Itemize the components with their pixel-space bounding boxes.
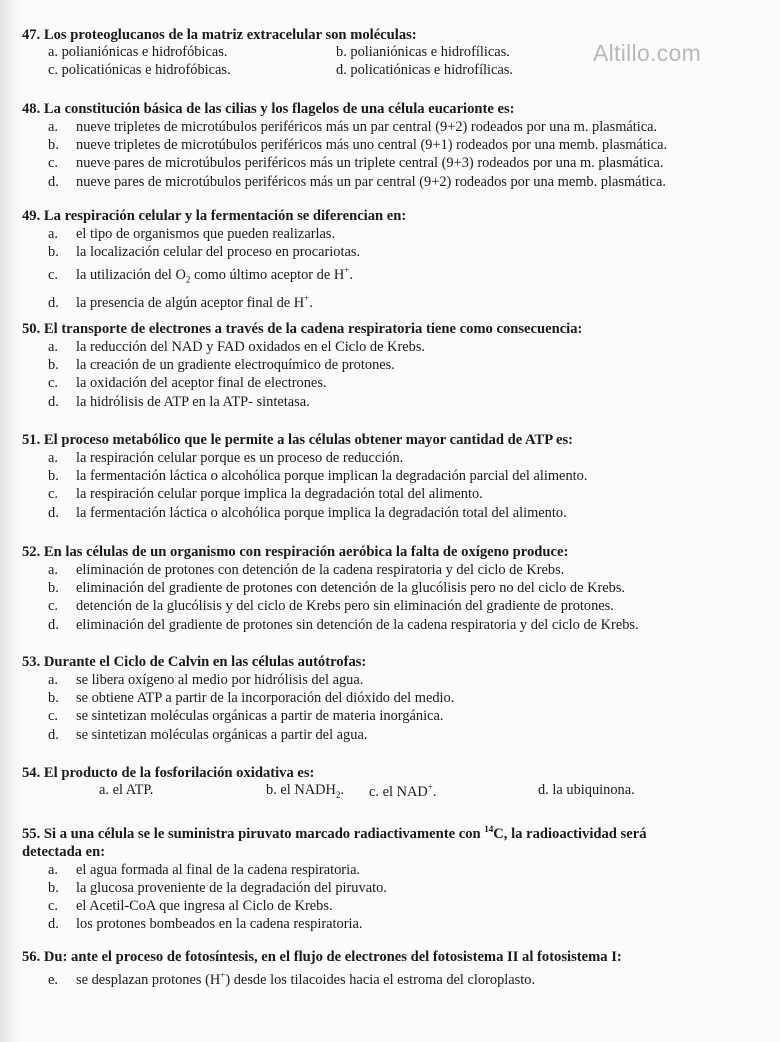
- option-d: d. la presencia de algún aceptor final de H+.: [48, 293, 313, 312]
- option-a: a. el ATP.: [99, 782, 154, 798]
- question-52: [22, 543, 772, 634]
- option-b: b. nueve tripletes de microtúbulos periféricos más uno central (9+1) rodeados por una memb. plasmática.: [48, 137, 668, 154]
- question-stem: 50. El transporte de electrones a través de la cadena respiratoria tiene como consecuencia:: [22, 321, 583, 337]
- question-stem: 56. Du: ante el proceso de fotosíntesis, en el flujo de electrones del fotosistema II al fotosistema I:: [22, 949, 622, 965]
- option-c: c. el NAD+.: [369, 782, 437, 800]
- option-row: [22, 44, 772, 62]
- option-c: c. se sintetizan moléculas orgánicas a partir de materia inorgánica.: [48, 708, 444, 725]
- option-a: a. el tipo de organismos que pueden realizarlas.: [48, 226, 336, 242]
- option-d: d. los protones bombeados en la cadena respiratoria.: [48, 916, 363, 933]
- question-47: [22, 26, 772, 81]
- option-c: c. detención de la glucólisis y del ciclo de Krebs pero sin eliminación del gradiente de protones.: [48, 598, 614, 615]
- option-b: b. la localización celular del proceso en procariotas.: [48, 244, 361, 261]
- question-stem: 52. En las células de un organismo con respiración aeróbica la falta de oxígeno produce:: [22, 544, 569, 560]
- option-b: b. la glucosa proveniente de la degradación del piruvato.: [48, 880, 387, 897]
- question-56: [22, 948, 772, 989]
- question-stem: 48. La constitución básica de las cilias y los flagelos de una célula eucarionte es:: [22, 101, 515, 117]
- option-c: c. policatiónicas e hidrofóbicas.: [48, 62, 231, 79]
- question-stem: 51. El proceso metabólico que le permite a las células obtener mayor cantidad de ATP es:: [22, 432, 574, 448]
- option-a: a. el agua formada al final de la cadena respiratoria.: [48, 861, 361, 878]
- option-b: b. la fermentación láctica o alcohólica porque implican la degradación parcial del alimento.: [48, 468, 588, 485]
- option-c: c. la respiración celular porque implica la degradación total del alimento.: [48, 486, 483, 503]
- option-e: e. se desplazan protones (H+) desde los tilacoides hacia el estroma del cloroplasto.: [48, 970, 536, 988]
- option-b: b. se obtiene ATP a partir de la incorporación del dióxido del medio.: [48, 690, 455, 707]
- question-53: [22, 653, 772, 744]
- option-b: b. polianiónicas e hidrofílicas.: [336, 44, 510, 60]
- question-stem: 55. Si a una célula se le suministra piruvato marcado radiactivamente con $^{14}$C, la radioactividad será: [22, 824, 647, 842]
- option-d: d. eliminación del gradiente de protones sin detención de la cadena respiratoria y del ciclo de Krebs.: [48, 616, 639, 633]
- option-b: b. el $NADH_2$.: [266, 782, 345, 800]
- question-stem: 53. Durante el Ciclo de Calvin en las células autótrofas:: [22, 654, 367, 670]
- question-50: [22, 320, 772, 411]
- option-c: c. el Acetil-CoA que ingresa al Ciclo de Krebs.: [48, 898, 333, 915]
- option-d: d. se sintetizan moléculas orgánicas a partir del agua.: [48, 726, 368, 743]
- watermark-logo: Altillo.com: [593, 40, 702, 66]
- option-a: a. la respiración celular porque es un proceso de reducción.: [48, 450, 404, 466]
- option-a: a. nueve tripletes de microtúbulos periféricos más un par central (9+2) rodeados por una m. plasmática.: [48, 119, 658, 135]
- question-54: [22, 764, 772, 800]
- question-55: [22, 820, 772, 934]
- option-d: d. la ubiquinona.: [538, 782, 635, 798]
- option-c: c. nueve pares de microtúbulos periféricos más un triplete central (9+3) rodeados por una m. plasmática.: [48, 155, 664, 172]
- option-d: d. policatiónicas e hidrofílicas.: [336, 62, 514, 79]
- option-d: d. la hidrólisis de ATP en la ATP- sintetasa.: [48, 393, 310, 410]
- option-c: c. la oxidación del aceptor final de electrones.: [48, 375, 327, 392]
- question-stem-line2: detectada en:: [22, 843, 106, 860]
- question-48: [22, 100, 772, 191]
- option-a: a. la reducción del NAD y FAD oxidados en el Ciclo de Krebs.: [48, 339, 426, 355]
- option-d: d. nueve pares de microtúbulos periféricos más un par central (9+2) rodeados por una memb. plasmática.: [48, 173, 666, 190]
- option-a: a. polianiónicas e hidrofóbicas.: [48, 44, 228, 60]
- option-b: b. la creación de un gradiente electroquímico de protones.: [48, 357, 395, 374]
- question-stem: 49. La respiración celular y la fermentación se diferencian en:: [22, 208, 407, 224]
- option-row: [22, 782, 772, 800]
- option-a: a. eliminación de protones con detención de la cadena respiratoria y del ciclo de Krebs.: [48, 562, 565, 578]
- question-stem: 47. Los proteoglucanos de la matriz extracelular son moléculas:: [22, 27, 417, 43]
- option-b: b. eliminación del gradiente de protones con detención de la glucólisis pero no del ciclo de Krebs.: [48, 580, 626, 597]
- option-row: [22, 62, 772, 80]
- question-51: [22, 431, 772, 522]
- option-d: d. la fermentación láctica o alcohólica porque implica la degradación total del alimento.: [48, 504, 567, 521]
- question-49: [22, 207, 772, 312]
- question-stem: 54. El producto de la fosforilación oxidativa es:: [22, 765, 315, 781]
- option-a: a. se libera oxígeno al medio por hidrólisis del agua.: [48, 672, 364, 688]
- option-c: c. la utilización del $O_2$ como último aceptor de H+.: [48, 265, 353, 286]
- scan-edge-shadow: [0, 0, 22, 1042]
